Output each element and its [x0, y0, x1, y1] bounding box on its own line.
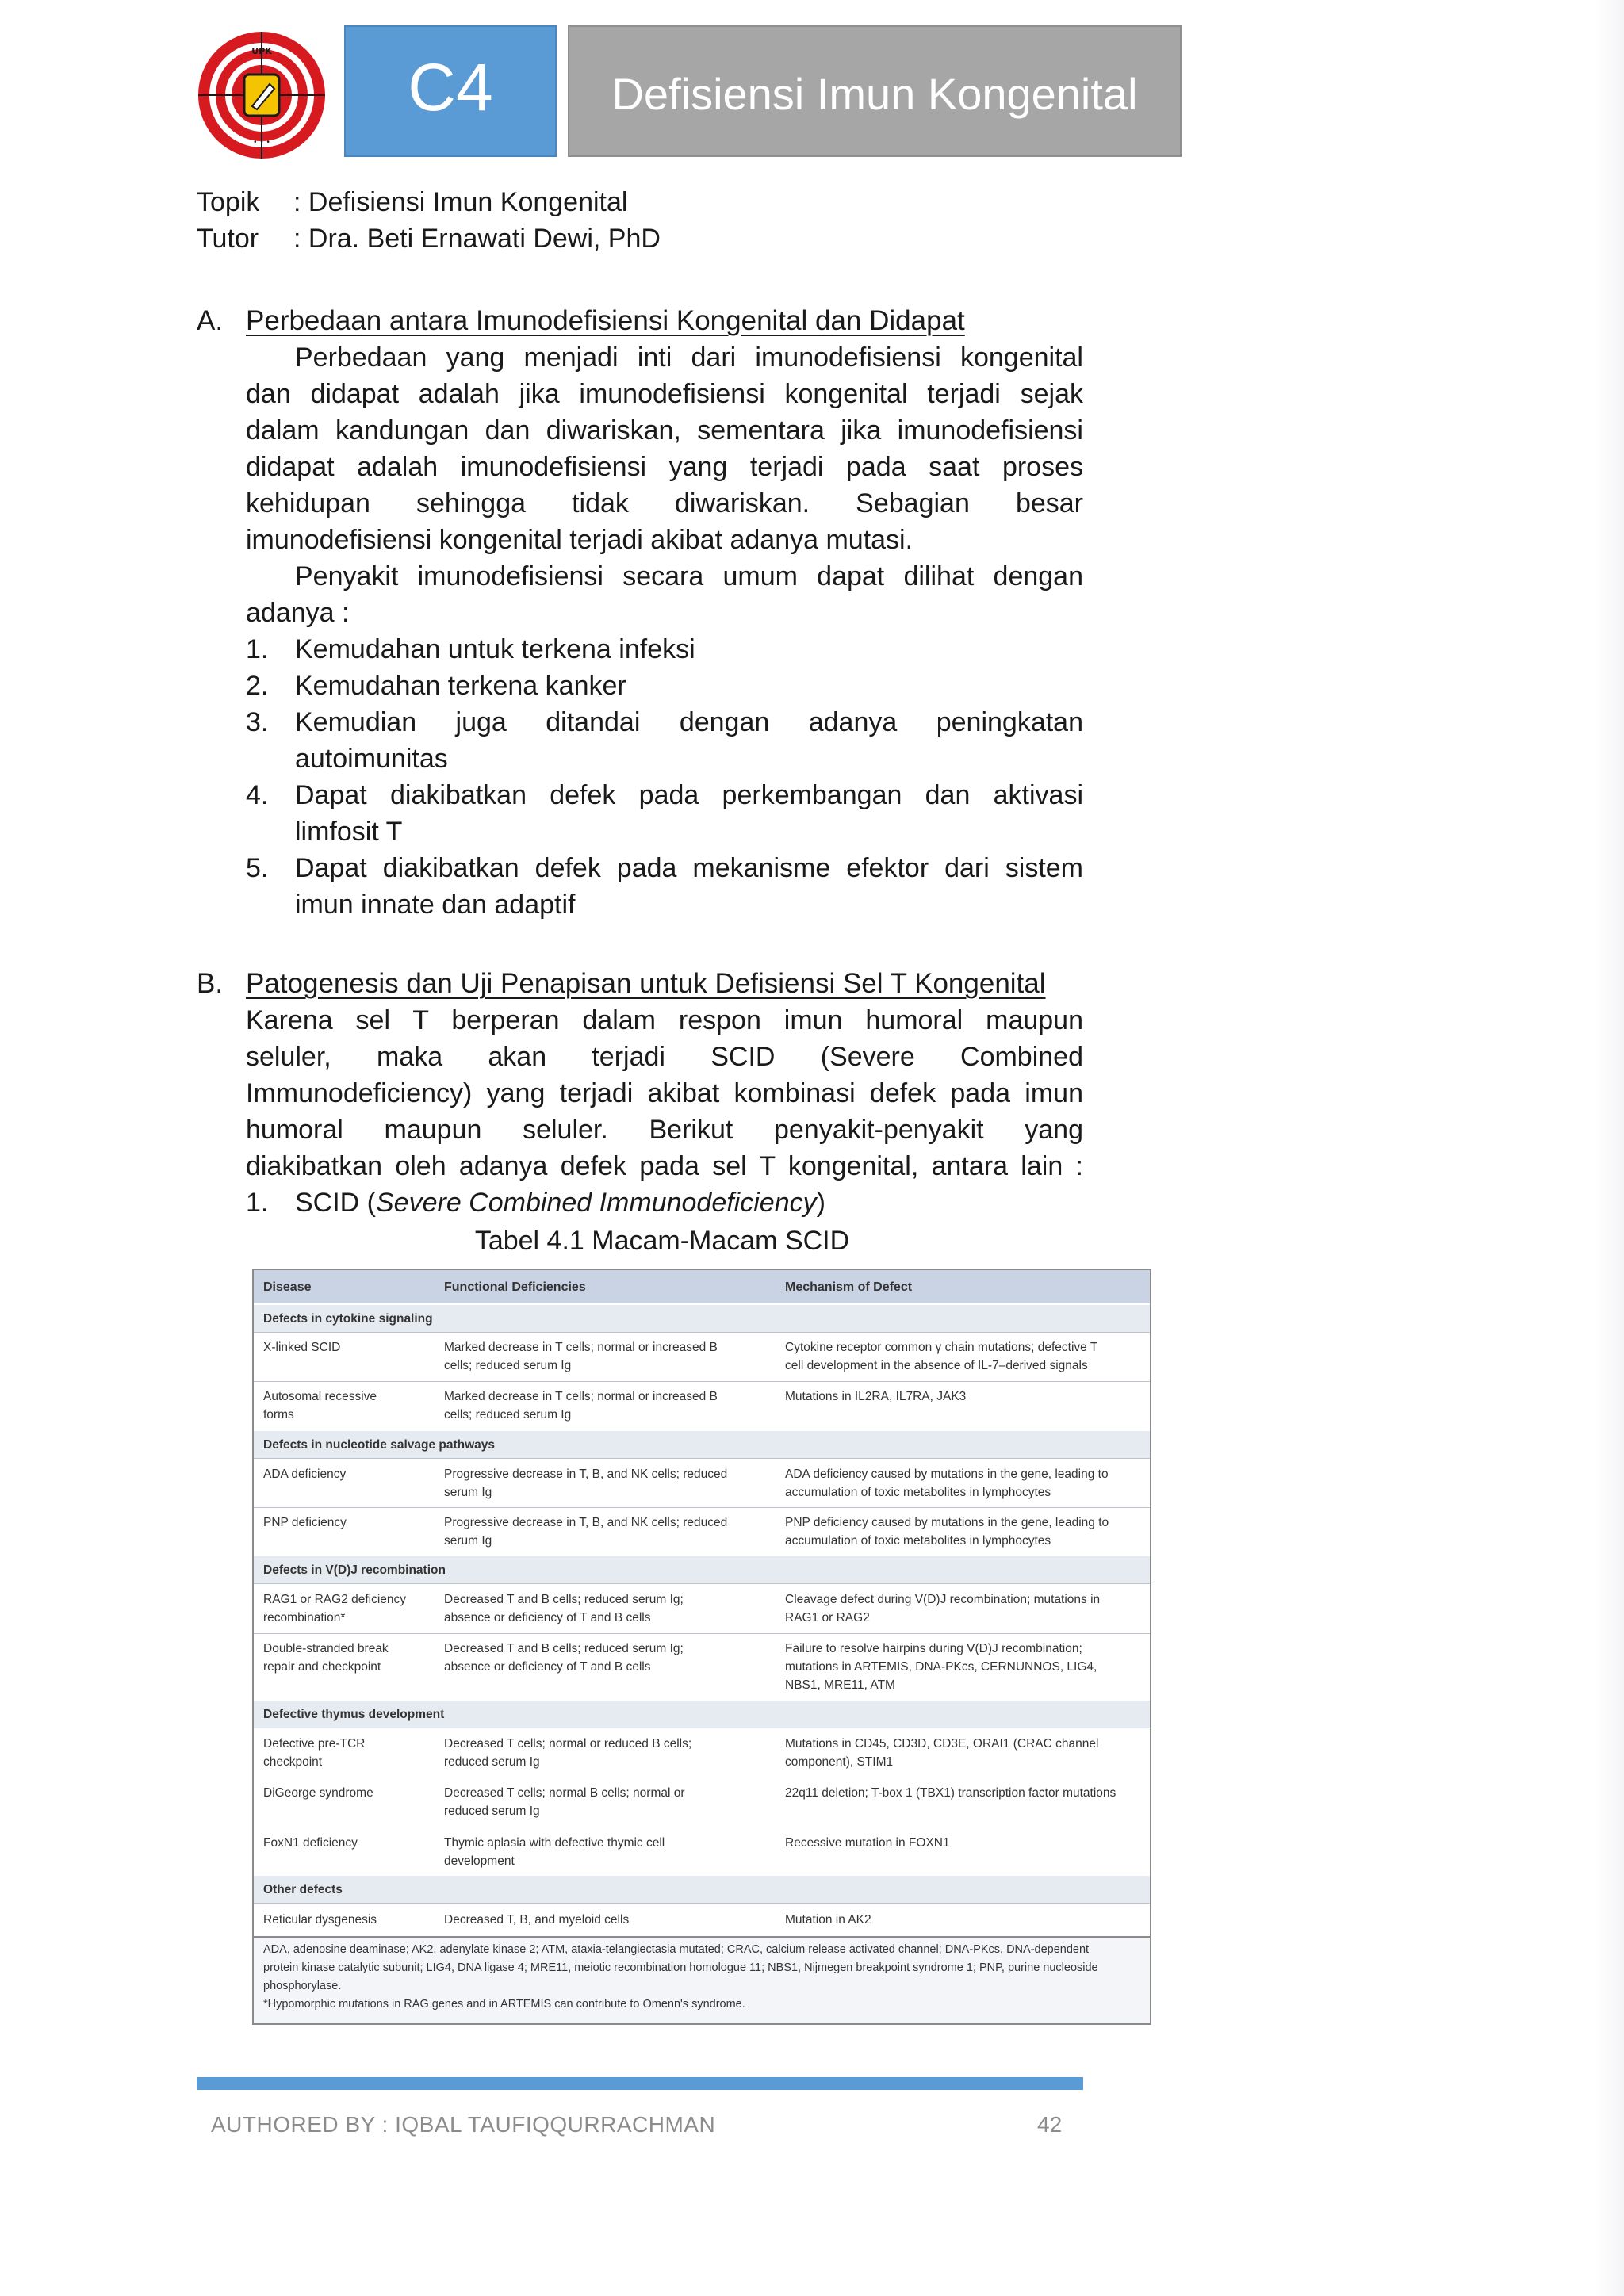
table-cell-line: component), STIM1 — [785, 1755, 894, 1769]
table-cell-disease — [263, 1735, 365, 1771]
table-header-disease: Disease — [263, 1280, 312, 1294]
topic-value: : Defisiensi Imun Kongenital — [293, 187, 628, 217]
para-line: adanya : — [246, 598, 350, 628]
table-cell-line: PNP deficiency caused by mutations in the gene, leading to — [785, 1516, 1109, 1529]
topic-label: Topik — [197, 187, 260, 217]
table-cell-disease — [263, 1834, 358, 1852]
table-cell-functional — [444, 1784, 685, 1820]
chapter-code-box — [344, 25, 557, 157]
list-text: Dapat diakibatkan defek pada perkembangan dan aktivasi — [295, 780, 1083, 810]
table-cell-line: serum Ig — [444, 1486, 492, 1499]
list-text: Kemudian juga ditandai dengan adanya peningkatan — [295, 707, 1083, 737]
table-cell-mechanism — [785, 1387, 966, 1406]
list-text: Kemudahan untuk terkena infeksi — [295, 634, 695, 664]
table-cell-line: Recessive mutation in FOXN1 — [785, 1836, 950, 1850]
table-cell-line: Autosomal recessive — [263, 1390, 377, 1403]
table-header-mechanism: Mechanism of Defect — [785, 1280, 913, 1294]
footnote-line: *Hypomorphic mutations in RAG genes and in ARTEMIS can contribute to Omenn's syndrome. — [263, 1998, 745, 2011]
table-cell-line: mutations in ARTEMIS, DNA-PKcs, CERNUNNOS, LIG4, — [785, 1660, 1097, 1674]
table-cell-functional — [444, 1465, 727, 1502]
table-section-label: Defects in cytokine signaling — [263, 1312, 433, 1326]
table-cell-line: Mutations in CD45, CD3D, CD3E, ORAI1 (CRAC channel — [785, 1737, 1099, 1751]
table-rule — [254, 1332, 1150, 1333]
sub-item-text — [295, 1184, 825, 1221]
table-cell-line: Failure to resolve hairpins during V(D)J recombination; — [785, 1642, 1082, 1655]
table-rule — [254, 1633, 1150, 1634]
chapter-title: Defisiensi Imun Kongenital — [611, 69, 1138, 119]
table-cell-line: Mutations in IL2RA, IL7RA, JAK3 — [785, 1390, 967, 1403]
table-cell-line: RAG1 or RAG2 — [785, 1611, 870, 1624]
table-cell-line: FoxN1 deficiency — [263, 1836, 358, 1850]
table-section-label: Other defects — [263, 1883, 343, 1896]
table-cell-line: Cytokine receptor common γ chain mutations; defective T — [785, 1341, 1098, 1354]
para-line: Karena sel T berperan dalam respon imun humoral maupun — [246, 1005, 1083, 1035]
footer-author: AUTHORED BY : IQBAL TAUFIQQURRACHMAN — [211, 2112, 716, 2137]
table-cell-functional — [444, 1513, 727, 1550]
table-rule — [254, 1458, 1150, 1459]
list-text: limfosit T — [295, 817, 403, 847]
table-cell-line: absence or deficiency of T and B cells — [444, 1611, 651, 1624]
section-b-paragraph — [246, 1002, 1083, 1184]
page-number: 42 — [1037, 2112, 1063, 2137]
para-line: dan didapat adalah jika imunodefisiensi kongenital terjadi sejak — [246, 379, 1083, 409]
table-cell-line: ADA deficiency — [263, 1468, 347, 1481]
table-cell-line: absence or deficiency of T and B cells — [444, 1660, 651, 1674]
table-cell-functional — [444, 1735, 691, 1771]
para-line: seluler, maka akan terjadi SCID (Severe Combined — [246, 1042, 1083, 1072]
table-cell-line: Decreased T cells; normal B cells; normal or — [444, 1786, 685, 1800]
para-line: kehidupan sehingga tidak diwariskan. Sebagian besar — [246, 488, 1083, 519]
list-text: Kemudahan terkena kanker — [295, 671, 626, 701]
table-cell-line: serum Ig — [444, 1534, 492, 1548]
para-line: dalam kandungan dan diwariskan, sementara jika imunodefisiensi — [246, 415, 1083, 446]
section-a-number: A. — [197, 305, 224, 336]
table-cell-line: RAG1 or RAG2 deficiency — [263, 1593, 407, 1606]
table-cell-line: Reticular dysgenesis — [263, 1913, 377, 1927]
table-cell-functional — [444, 1590, 684, 1627]
table-section-row — [254, 1876, 1150, 1903]
table-cell-mechanism — [785, 1590, 1100, 1627]
table-cell-disease — [263, 1784, 373, 1802]
table-cell-line: NBS1, MRE11, ATM — [785, 1678, 895, 1692]
table-cell-functional — [444, 1338, 718, 1375]
chapter-code: C4 — [408, 50, 493, 124]
table-cell-disease — [263, 1911, 377, 1929]
table-cell-line: checkpoint — [263, 1755, 323, 1769]
table-rule — [254, 1936, 1150, 1938]
table-cell-line: Defective pre-TCR — [263, 1737, 366, 1751]
table-cell-functional — [444, 1911, 629, 1929]
table-cell-line: reduced serum Ig — [444, 1755, 540, 1769]
tutor-label: Tutor — [197, 224, 259, 254]
footnote-line: ADA, adenosine deaminase; AK2, adenylate kinase 2; ATM, ataxia-telangiectasia mutated; CRAC, calcium release activated channel; DNA-PKcs, DNA-dependent — [263, 1943, 1090, 1956]
table-cell-line: reduced serum Ig — [444, 1804, 540, 1818]
institution-logo — [197, 30, 327, 160]
table-cell-functional — [444, 1834, 665, 1870]
table-cell-mechanism — [785, 1784, 1116, 1802]
section-b-title: Patogenesis dan Uji Penapisan untuk Defisiensi Sel T Kongenital — [246, 968, 1046, 999]
scid-table — [252, 1269, 1151, 2025]
table-cell-mechanism — [785, 1640, 1097, 1694]
table-cell-disease — [263, 1640, 389, 1676]
table-cell-disease — [263, 1590, 406, 1627]
table-cell-line: Thymic aplasia with defective thymic cell — [444, 1836, 665, 1850]
para-line: diakibatkan oleh adanya defek pada sel T kongenital, antara lain : — [246, 1151, 1083, 1181]
table-cell-disease — [263, 1465, 346, 1483]
table-cell-line: recombination* — [263, 1611, 346, 1624]
table-cell-line: Decreased T and B cells; reduced serum Ig; — [444, 1642, 684, 1655]
table-cell-line: Progressive decrease in T, B, and NK cells; reduced — [444, 1468, 728, 1481]
table-cell-line: X-linked SCID — [263, 1341, 341, 1354]
table-cell-line: 22q11 deletion; T-box 1 (TBX1) transcription factor mutations — [785, 1786, 1116, 1800]
table-cell-line: Mutation in AK2 — [785, 1913, 871, 1927]
table-cell-disease — [263, 1387, 377, 1424]
table-cell-line: Decreased T and B cells; reduced serum Ig; — [444, 1593, 684, 1606]
para-line: imunodefisiensi kongenital terjadi akibat adanya mutasi. — [246, 525, 914, 555]
footer-bar — [197, 2077, 1083, 2090]
table-rule — [254, 1903, 1150, 1904]
table-cell-line: Double-stranded break — [263, 1642, 389, 1655]
footnote-line: phosphorylase. — [263, 1980, 342, 1992]
para-line: Immunodeficiency) yang terjadi akibat kombinasi defek pada imun — [246, 1078, 1083, 1108]
list-text: Dapat diakibatkan defek pada mekanisme efektor dari sistem — [295, 853, 1083, 883]
table-cell-line: Marked decrease in T cells; normal or increased B — [444, 1390, 718, 1403]
table-cell-mechanism — [785, 1465, 1109, 1502]
table-cell-functional — [444, 1387, 718, 1424]
para-line: didapat adalah imunodefisiensi yang terjadi pada saat proses — [246, 452, 1083, 482]
page-edge-shadow — [1595, 0, 1624, 2296]
table-cell-mechanism — [785, 1338, 1097, 1375]
svg-text:• • •: • • • — [253, 139, 270, 147]
section-a-paragraph-2 — [246, 558, 1083, 631]
svg-text:UPK: UPK — [251, 46, 272, 56]
table-cell-line: forms — [263, 1408, 294, 1422]
table-cell-functional — [444, 1640, 684, 1676]
table-cell-line: accumulation of toxic metabolites in lymphocytes — [785, 1486, 1051, 1499]
table-cell-disease — [263, 1338, 340, 1357]
list-number: 2. — [246, 671, 269, 701]
table-cell-disease — [263, 1513, 347, 1532]
table-cell-mechanism — [785, 1735, 1098, 1771]
sub-item-suffix: ) — [816, 1188, 825, 1218]
table-cell-line: ADA deficiency caused by mutations in the gene, leading to — [785, 1468, 1109, 1481]
table-section-label: Defects in nucleotide salvage pathways — [263, 1438, 496, 1452]
list-text: autoimunitas — [295, 744, 448, 774]
tutor-value: : Dra. Beti Ernawati Dewi, PhD — [293, 224, 661, 254]
table-footnote — [263, 1941, 1136, 2014]
table-cell-mechanism — [785, 1513, 1109, 1550]
table-cell-line: repair and checkpoint — [263, 1660, 381, 1674]
table-cell-line: PNP deficiency — [263, 1516, 347, 1529]
table-cell-line: cells; reduced serum Ig — [444, 1408, 572, 1422]
para-line: Penyakit imunodefisiensi secara umum dapat dilihat dengan — [295, 561, 1083, 591]
list-text: imun innate dan adaptif — [295, 890, 576, 920]
table-cell-line: cells; reduced serum Ig — [444, 1359, 572, 1372]
para-line: Perbedaan yang menjadi inti dari imunodefisiensi kongenital — [295, 342, 1083, 373]
table-cell-mechanism — [785, 1911, 871, 1929]
table-section-label: Defective thymus development — [263, 1708, 445, 1721]
table-caption: Tabel 4.1 Macam-Macam SCID — [474, 1226, 850, 1256]
list-number: 3. — [246, 707, 269, 737]
list-number: 4. — [246, 780, 269, 810]
table-rule — [254, 1507, 1150, 1508]
para-line: humoral maupun seluler. Berikut penyakit-penyakit yang — [246, 1115, 1083, 1145]
table-cell-line: Decreased T cells; normal or reduced B cells; — [444, 1737, 692, 1751]
table-cell-mechanism — [785, 1834, 950, 1852]
table-cell-line: DiGeorge syndrome — [263, 1786, 373, 1800]
table-header-bg — [254, 1270, 1150, 1303]
sub-item-prefix: SCID ( — [295, 1188, 376, 1218]
section-b-number: B. — [197, 968, 224, 999]
section-a-title: Perbedaan antara Imunodefisiensi Kongenital dan Didapat — [246, 305, 965, 336]
chapter-title-box — [568, 25, 1182, 157]
table-cell-line: cell development in the absence of IL-7–derived signals — [785, 1359, 1088, 1372]
table-cell-line: accumulation of toxic metabolites in lymphocytes — [785, 1534, 1051, 1548]
table-cell-line: Progressive decrease in T, B, and NK cells; reduced — [444, 1516, 728, 1529]
sub-item-number: 1. — [246, 1188, 269, 1218]
table-cell-line: development — [444, 1854, 515, 1868]
footnote-line: protein kinase catalytic subunit; LIG4, DNA ligase 4; MRE11, meiotic recombination homologue 11; NBS1, Nijmegen breakpoint syndrome 1; PNP, purine nucleoside — [263, 1961, 1098, 1974]
table-cell-line: Decreased T, B, and myeloid cells — [444, 1913, 630, 1927]
sub-item-italic: Severe Combined Immunodeficiency — [376, 1188, 817, 1218]
table-header-functional: Functional Deficiencies — [444, 1280, 586, 1294]
list-number: 1. — [246, 634, 269, 664]
table-rule — [254, 1381, 1150, 1382]
list-number: 5. — [246, 853, 269, 883]
table-cell-line: Marked decrease in T cells; normal or increased B — [444, 1341, 718, 1354]
table-section-label: Defects in V(D)J recombination — [263, 1563, 446, 1577]
table-rule — [254, 1583, 1150, 1584]
table-cell-line: Cleavage defect during V(D)J recombination; mutations in — [785, 1593, 1101, 1606]
section-a-paragraph-1 — [246, 339, 1083, 558]
